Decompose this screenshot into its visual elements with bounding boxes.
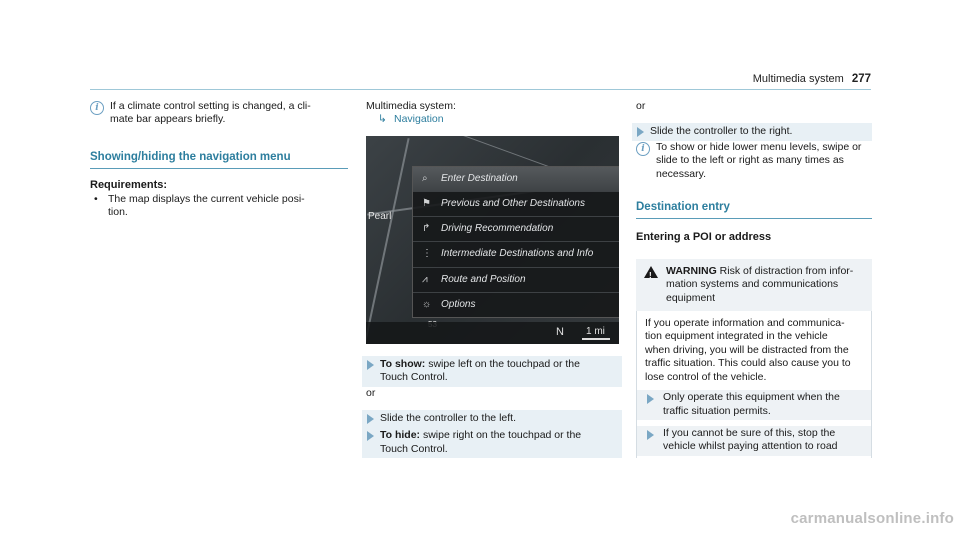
info-icon: i [636,142,650,156]
flag-icon: ⚑ [422,198,431,209]
section-title-nav-menu: Showing/hiding the navigation menu [90,151,348,169]
waypoints-icon: ⋮ [422,248,432,260]
or-separator: or [366,386,376,399]
path-arrow-icon: ↳ [378,113,387,126]
climate-info-note: i If a climate control setting is changed, a cli- mate bar appears briefly. [90,100,348,127]
step-show: To show: swipe left on the touchpad or the Touch Control. [362,356,622,387]
header-rule [90,89,871,90]
watermark: carmanualsonline.info [790,510,954,527]
step-arrow-icon [367,414,374,424]
menu-item-route-position[interactable]: ⩘ Route and Position [413,268,619,293]
voice-icon: ↱ [422,223,431,235]
menu-path-navigation: ↳ Navigation [378,113,444,126]
requirements-title: Requirements: [90,179,168,192]
gear-icon: ☼ [422,298,432,310]
page-header [753,73,871,85]
map-status-bar [366,322,619,344]
menu-levels-info-note: i To show or hide lower menu levels, swipe or slide to the left or right as many times as necessary. [636,141,872,181]
column-2 [366,100,622,458]
info-icon: i [90,101,104,115]
column-3 [636,100,872,458]
warning-step-operate: Only operate this equipment when the traffic situation permits. [637,390,871,420]
step-hide: To hide: swipe right on the touchpad or the Touch Control. [362,427,622,458]
scale-bar [582,338,610,340]
column-1 [90,100,348,219]
menu-item-enter-destination[interactable]: ⌕ Enter Destination [413,167,619,192]
step-arrow-icon [637,127,644,137]
navigation-menu [412,166,619,318]
compass-north-icon[interactable]: N [556,325,564,338]
warning-step-stop: If you cannot be sure of this, stop the vehicle whilst paying attention to road [637,426,871,456]
section-title-destination-entry: Destination entry [636,201,872,219]
warning-header: ! WARNING Risk of distraction from infor- mation systems and communications equipment [636,259,872,311]
navigation-screen [366,136,619,344]
warning-body: If you operate information and communica- tion equipment integrated in the vehicle when driving, you will be distracted from the traffic situation. This could also cause you to lose control of the vehicle. Only operate this equipment when the traffic situation permits. If you cannot be sure of this, stop the vehicle whilst paying attention to road [636,311,872,458]
header-section: Multimedia system [752,73,844,85]
bullet-icon: • [94,192,98,205]
menu-item-driving-recommendation[interactable]: ↱ Driving Recommendation [413,217,619,242]
menu-item-options[interactable]: ☼ Options [413,293,619,317]
or-separator: or [636,100,646,112]
page-number: 277 [851,73,871,85]
search-icon: ⌕ [422,172,428,184]
menu-item-intermediate-destinations[interactable]: ⋮ Intermediate Destinations and Info [413,242,619,267]
step-arrow-icon [367,360,374,370]
map-label-town: Pearl [368,210,392,222]
step-slide-left: Slide the controller to the left. [362,410,622,427]
menu-path-title: Multimedia system: [366,100,456,112]
menu-item-previous-destinations[interactable]: ⚑ Previous and Other Destinations [413,192,619,217]
step-slide-right: Slide the controller to the right. [632,123,872,140]
requirement-item: • The map displays the current vehicle posi- tion. [94,192,305,219]
step-arrow-icon [647,430,654,440]
route-icon: ⩘ [422,273,428,285]
warning-box [636,259,872,458]
step-arrow-icon [647,394,654,404]
map-scale: 1 mi [586,325,605,337]
step-arrow-icon [367,431,374,441]
subsection-poi-address: Entering a POI or address [636,231,772,244]
